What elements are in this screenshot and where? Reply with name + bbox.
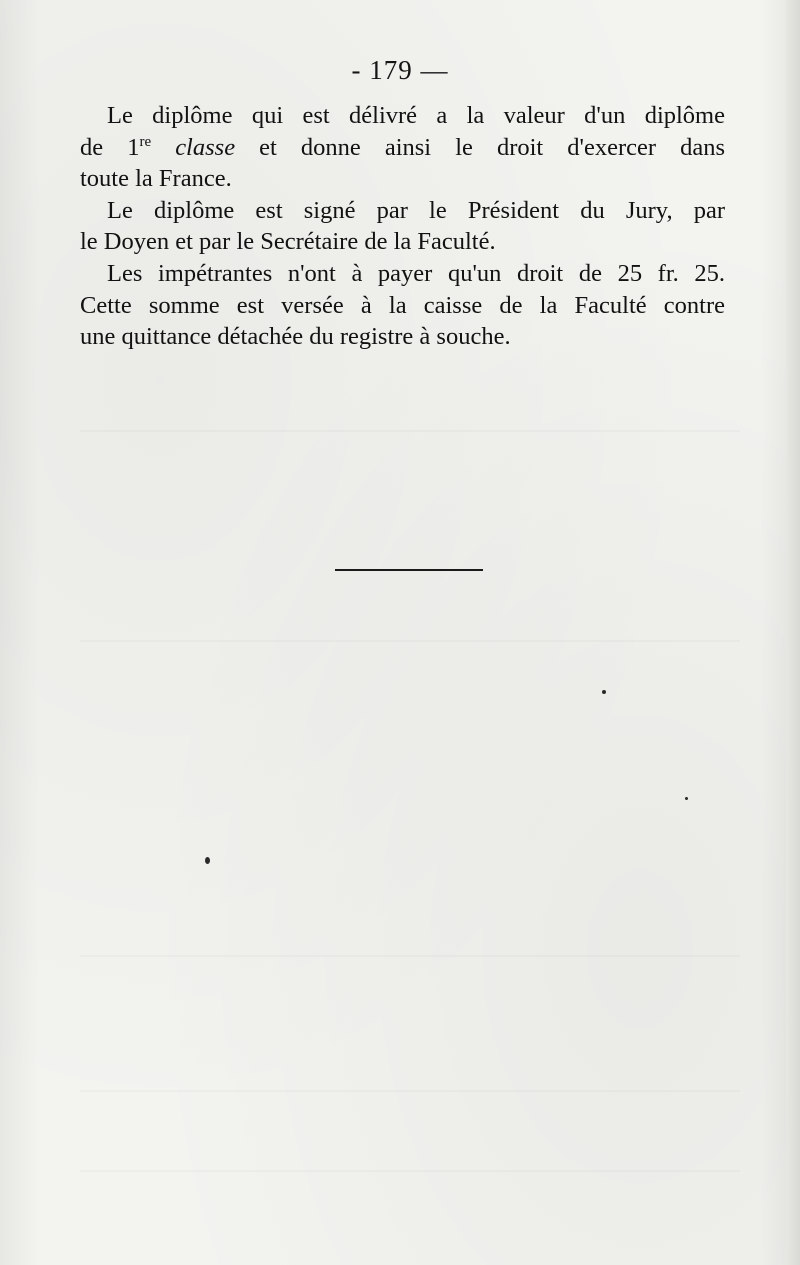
- text-line: [80, 132, 725, 164]
- ink-speck: [685, 797, 688, 800]
- text-line: une quittance détachée du registre à souche.: [80, 323, 511, 351]
- text-line: toute la France.: [80, 165, 232, 193]
- bleed-through-line: [80, 955, 740, 957]
- italic-word: classe: [175, 133, 236, 161]
- ink-speck: [205, 857, 210, 864]
- text-line: Le diplôme est signé par le Président du Jury, par: [107, 196, 725, 224]
- page-number: - 179 —: [351, 55, 449, 85]
- bleed-through-line: [80, 430, 740, 432]
- page-edge-shadow: [786, 0, 800, 1265]
- text-fragment: et donne ainsi le droit d'exercer dans: [235, 133, 726, 161]
- text-line: le Doyen et par le Secrétaire de la Faculté.: [80, 228, 496, 256]
- body-text: [80, 100, 725, 353]
- bleed-through-line: [80, 640, 740, 642]
- text-line: Le diplôme qui est délivré a la valeur d'un diplôme: [107, 102, 725, 129]
- text-line: Cette somme est versée à la caisse de la Faculté contre: [80, 291, 725, 319]
- section-divider-rule: [335, 569, 483, 571]
- ink-speck: [602, 690, 606, 694]
- bleed-through-line: [80, 1170, 740, 1172]
- text-line: Les impétrantes n'ont à payer qu'un droit de 25 fr. 25.: [107, 259, 725, 287]
- superscript: re: [139, 133, 152, 150]
- text-fragment: de 1: [80, 133, 140, 161]
- bleed-through-line: [80, 1090, 740, 1092]
